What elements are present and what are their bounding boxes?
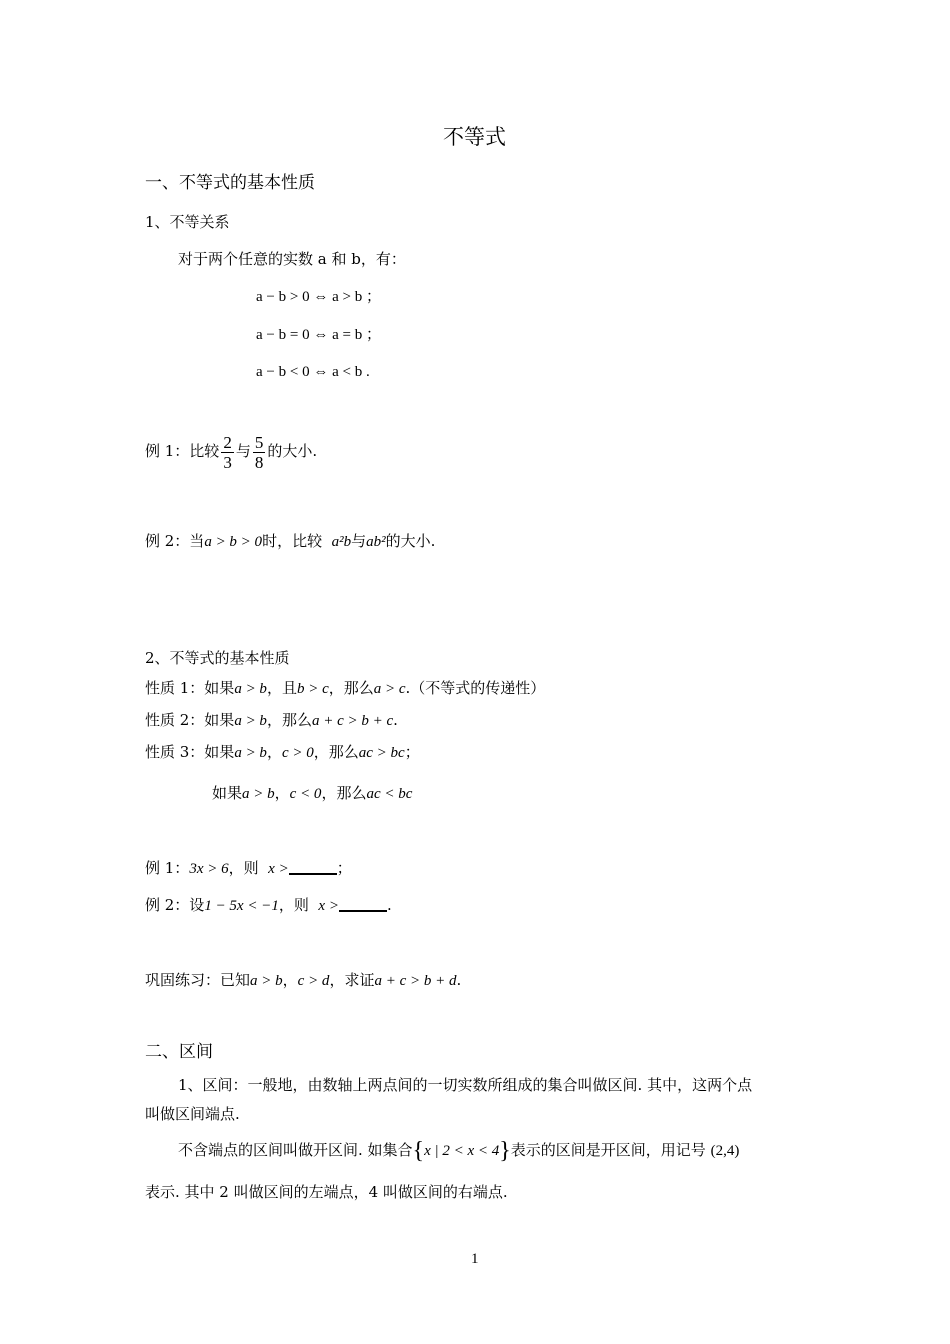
text: 性质 3：如果	[145, 743, 235, 761]
example-prefix: 例 1：比较	[145, 442, 220, 460]
interval-notation: (2,4)	[710, 1143, 740, 1159]
math: c > 0	[281, 745, 314, 761]
answer-blank[interactable]	[289, 859, 337, 875]
text: 如果	[212, 784, 243, 802]
section-heading-2: 二、区间	[145, 1042, 213, 1062]
expression-a2b: a²b	[331, 534, 352, 550]
example-suffix: 的大小.	[385, 532, 436, 550]
rule-equal: a − b = 0 ⇔ a = b ；	[256, 327, 381, 343]
expression-ab2: ab²	[366, 534, 386, 550]
math: 3x > 6	[189, 861, 229, 877]
condition-expression: a > b > 0	[204, 534, 263, 550]
math: a > b	[250, 973, 283, 989]
text: .（不等式的传递性）	[405, 679, 546, 697]
text: .	[456, 971, 462, 989]
text: ，那么	[328, 679, 374, 697]
page-number: 1	[471, 1251, 479, 1267]
property-3-negative	[212, 783, 412, 804]
right-brace: }	[499, 1138, 511, 1164]
set-expression: x | 2 < x < 4	[424, 1143, 500, 1159]
math: a + c > b + d	[374, 973, 457, 989]
example-compare-fractions	[145, 431, 317, 472]
text: ，那么	[321, 784, 367, 802]
math: 1 − 5x < −1	[204, 898, 279, 914]
math: a > b	[234, 681, 267, 697]
example-connector: 与	[235, 442, 251, 460]
math: x >	[268, 861, 289, 877]
example-connector: 与	[351, 532, 367, 550]
math: a > c	[373, 681, 406, 697]
section-heading-1: 一、不等式的基本性质	[145, 173, 315, 193]
text: ，则	[278, 896, 309, 914]
interval-definition-line2: 叫做区间端点.	[145, 1105, 240, 1123]
text: ，那么	[313, 743, 359, 761]
math: c < 0	[289, 786, 322, 802]
rule-less: a − b < 0 ⇔ a < b .	[256, 364, 370, 380]
page-title: 不等式	[443, 125, 506, 149]
math: a + c > b + c	[311, 713, 394, 729]
fraction-five-eighths	[253, 433, 266, 472]
text: ，	[282, 971, 298, 989]
text: ，则	[228, 859, 259, 877]
exercise-1	[145, 858, 352, 879]
open-interval-paragraph-line2: 表示. 其中 2 叫做区间的左端点，4 叫做区间的右端点.	[145, 1183, 508, 1201]
text: 表示的区间是开区间，用记号	[510, 1141, 706, 1159]
text: 性质 2：如果	[145, 711, 235, 729]
fraction-numerator: 5	[254, 432, 264, 452]
answer-blank[interactable]	[339, 896, 387, 912]
practice-exercise	[145, 970, 461, 991]
example-suffix: 的大小.	[267, 442, 318, 460]
example-prefix: 例 2：当	[145, 532, 205, 550]
text: ，	[266, 743, 282, 761]
property-2	[145, 710, 398, 731]
text: 巩固练习：已知	[145, 971, 251, 989]
subheading-basic-properties: 2、不等式的基本性质	[145, 649, 290, 667]
property-3	[145, 742, 420, 763]
math: ac < bc	[366, 786, 413, 802]
left-brace: {	[412, 1138, 425, 1164]
example-compare-powers	[145, 531, 435, 552]
intro-text: 对于两个任意的实数 a 和 b，有：	[178, 250, 406, 268]
exercise-2	[145, 895, 392, 916]
text: 例 2：设	[145, 896, 205, 914]
math: a > b	[234, 745, 267, 761]
math: x >	[318, 898, 339, 914]
math: c > d	[297, 973, 330, 989]
text: ，求证	[329, 971, 375, 989]
rule-greater: a − b > 0 ⇔ a > b ；	[256, 289, 381, 305]
math: a > b	[242, 786, 275, 802]
math: ac > bc	[358, 745, 405, 761]
text: ，且	[266, 679, 297, 697]
math: b > c	[296, 681, 329, 697]
interval-definition-line1: 1、区间：一般地，由数轴上两点间的一切实数所组成的集合叫做区间. 其中，这两个点	[178, 1076, 753, 1094]
text: 不含端点的区间叫做开区间. 如集合	[178, 1141, 413, 1159]
text: 例 1：	[145, 859, 190, 877]
text: .	[386, 896, 392, 914]
open-interval-paragraph	[178, 1138, 740, 1164]
property-1	[145, 678, 545, 699]
fraction-numerator: 2	[223, 432, 232, 452]
example-connector: 时，比较	[262, 532, 323, 550]
fraction-two-thirds	[221, 433, 234, 472]
text: ，那么	[266, 711, 312, 729]
text: ；	[404, 743, 420, 761]
subheading-inequality-relation: 1、不等关系	[145, 213, 230, 231]
text: ，	[274, 784, 290, 802]
text: .	[393, 711, 398, 729]
text: 性质 1：如果	[145, 679, 235, 697]
math: a > b	[234, 713, 267, 729]
fraction-denominator: 3	[223, 452, 232, 472]
fraction-denominator: 8	[254, 452, 264, 472]
text: ；	[336, 859, 352, 877]
